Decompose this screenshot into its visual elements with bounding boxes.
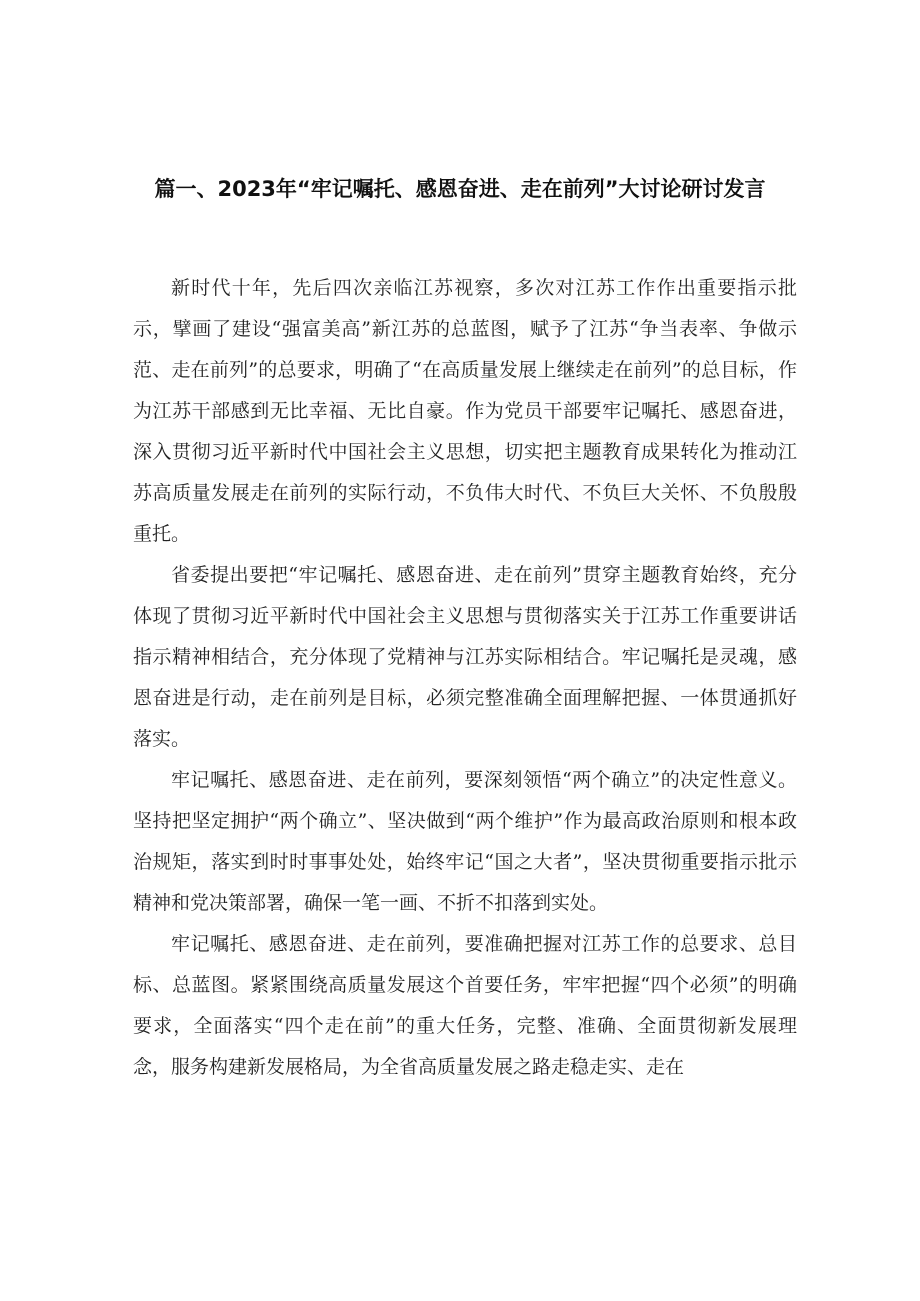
- document-title: 篇一、2023年“牢记嘱托、感恩奋进、走在前列”大讨论研讨发言: [154, 177, 766, 201]
- document-body: [133, 268, 797, 1088]
- paragraph-2: 省委提出要把“牢记嘱托、感恩奋进、走在前列”贯穿主题教育始终，充分体现了贯彻习近平新时代中国社会主义思想与贯彻落实关于江苏工作重要讲话指示精神相结合，充分体现了党精神与江苏实际相结合。牢记嘱托是灵魂，感恩奋进是行动，走在前列是目标，必须完整准确全面理解把握、一体贯通抓好落实。: [133, 564, 797, 750]
- paragraph-3: 牢记嘱托、感恩奋进、走在前列，要深刻领悟“两个确立”的决定性意义。坚持把坚定拥护“两个确立”、坚决做到“两个维护”作为最高政治原则和根本政治规矩，落实到时时事事处处，始终牢记“国之大者”，坚决贯彻重要指示批示精神和党决策部署，确保一笔一画、不折不扣落到实处。: [133, 769, 797, 914]
- paragraph-4: 牢记嘱托、感恩奋进、走在前列，要准确把握对江苏工作的总要求、总目标、总蓝图。紧紧围绕高质量发展这个首要任务，牢牢把握“四个必须”的明确要求，全面落实“四个走在前”的重大任务，完整、准确、全面贯彻新发展理念，服务构建新发展格局，为全省高质量发展之路走稳走实、走在: [133, 933, 797, 1078]
- paragraph-1: 新时代十年，先后四次亲临江苏视察，多次对江苏工作作出重要指示批示，擘画了建设“强富美高”新江苏的总蓝图，赋予了江苏“争当表率、争做示范、走在前列”的总要求，明确了“在高质量发展上继续走在前列”的总目标，作为江苏干部感到无比幸福、无比自豪。作为党员干部要牢记嘱托、感恩奋进，深入贯彻习近平新时代中国社会主义思想，切实把主题教育成果转化为推动江苏高质量发展走在前列的实际行动，不负伟大时代、不负巨大关怀、不负殷殷重托。: [133, 277, 797, 545]
